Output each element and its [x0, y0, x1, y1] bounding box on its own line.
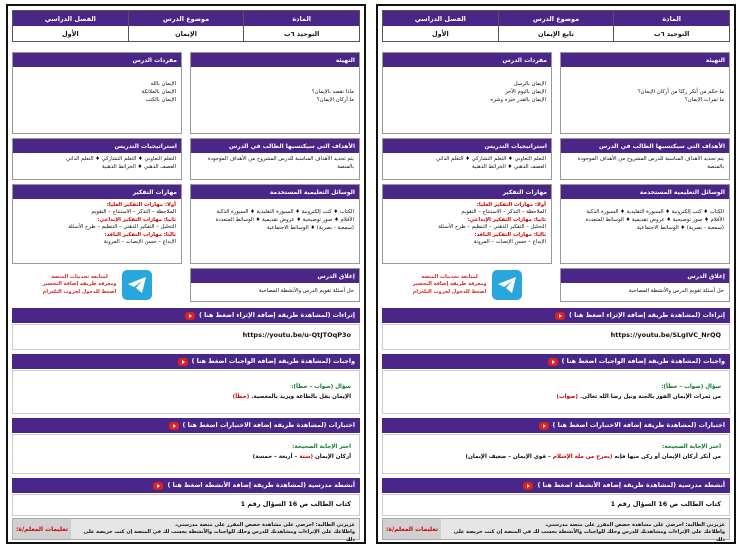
thinking-level-1: أولا: مهارات التفكير العليا: — [106, 202, 176, 208]
subject-cell — [613, 11, 729, 41]
youtube-icon[interactable] — [178, 358, 188, 366]
tests-header[interactable] — [382, 418, 730, 433]
youtube-icon[interactable] — [169, 422, 179, 430]
telegram-line: اضغط للدخول لجروب التلغرام — [42, 288, 117, 295]
activity-header[interactable] — [12, 478, 360, 493]
term-cell — [383, 11, 498, 41]
header-table — [382, 10, 730, 42]
vocab-box — [12, 52, 182, 134]
thinking-text-1: الملاحظة – التذكر – الاستنتاج – التقويم — [461, 209, 546, 216]
vocab-line: الإيمان باليوم الآخر — [505, 88, 546, 95]
notes-body — [71, 519, 359, 543]
notes-line: عزيزتي الطالبة: احرصي على مشاهدة حصص المقرر على منصة مدرستي، — [175, 522, 355, 528]
activity-text: كتاب الطالب ص 16 السؤال رقم 1 — [610, 500, 721, 508]
intro-line: ما أركان الإيمان؟ — [316, 96, 354, 103]
youtube-icon[interactable] — [539, 422, 549, 430]
strategies-box — [382, 138, 552, 180]
teacher-notes — [12, 518, 360, 543]
intro-box — [190, 52, 360, 134]
goals-title: الأهداف التي سيكتسبها الطالب في الدرس — [191, 139, 359, 153]
strategies-line: العصف الذهني ♦ الخرائط الذهنية — [472, 163, 546, 170]
telegram-line: لمتابعة تحديثات المنصة — [421, 273, 478, 280]
notes-line: واطلاعك على الإثراءات ومشاهدتك للدرس وحلك للواجبات والأنشطة يحسب لك في المنصة إن كنت حريصة على ذلك — [453, 529, 725, 543]
goals-box — [190, 138, 360, 180]
aids-line: الأقلام ♦ صور توضيحية ♦ عروض تقديمية ♦ الوسائط المتعددة — [215, 216, 354, 223]
vocab-line: الإيمان بالله — [150, 81, 176, 87]
topic-label: موضوع الدرس — [499, 11, 614, 26]
telegram-icon[interactable] — [122, 270, 152, 300]
vocab-line: الإيمان بالرسل — [513, 81, 546, 87]
notes-body — [441, 519, 729, 543]
subject-value: التوحيد ٦ب — [654, 29, 690, 38]
activity-title: أنشطة مدرسية (لمشاهدة طريقة إضافة الأنشطة اضغط هنا ) — [167, 482, 355, 489]
homework-answer: (خطأ) — [232, 393, 250, 400]
telegram-text[interactable] — [412, 274, 486, 297]
enrich-area — [382, 324, 730, 350]
vocab-title: مفردات الدرس — [383, 53, 551, 67]
term-value: الأول — [61, 29, 79, 38]
intro-line: ما ثمرات الإيمان؟ — [684, 96, 724, 103]
topic-value: تابع الإيمان — [538, 29, 574, 38]
vocab-line: الإيمان بالكتب — [145, 96, 176, 103]
homework-answer: (صواب) — [556, 393, 578, 400]
homework-question — [21, 393, 351, 403]
vocab-line: الإيمان بالقدر خيره وشره — [490, 96, 546, 103]
thinking-title: مهارات التفكير — [383, 185, 551, 199]
subject-value: التوحيد ٦ب — [284, 29, 320, 38]
vocab-box — [382, 52, 552, 134]
homework-header[interactable] — [12, 354, 360, 369]
intro-line: ما حكم من أنكر ركنًا من أركان الإيمان؟ — [637, 89, 724, 95]
homework-question-text: الإيمان يقل بالطاعة ويزيد بالمعصية. — [251, 393, 351, 400]
thinking-title: مهارات التفكير — [13, 185, 181, 199]
closing-text: حل أسئلة تقويم الدرس والأنشطة المصاحبة — [258, 288, 354, 294]
closing-title: إغلاق الدرس — [191, 269, 359, 283]
strategies-title: استراتيجيات التدريس — [383, 139, 551, 153]
goals-line: يتم تحديد الأهداف المناسبة للدرس المشروح من الأهداف الموجودة — [207, 156, 354, 162]
tests-answer: (ستة — [299, 453, 314, 460]
thinking-level-3: ثالثا: مهارات التفكير الناقد: — [474, 231, 546, 238]
intro-title: التهيئة — [561, 53, 729, 67]
goals-line: بالمنصة — [707, 163, 724, 170]
youtube-icon[interactable] — [555, 312, 565, 320]
tests-title: اختبارات (لمشاهدة طريقة إضافة الاختبارات اضغط هنا ) — [552, 422, 725, 429]
youtube-icon[interactable] — [523, 482, 533, 490]
tests-area — [12, 434, 360, 474]
aids-line: (سمعية - بصرية) ♦ الوسائط الاجتماعية — [636, 224, 724, 231]
thinking-box — [12, 184, 182, 264]
aids-line: الكتاب ♦ كتب إلكترونية ♦ السبورة التقليدية ♦ السبورة الذكية — [216, 209, 354, 215]
aids-line: الأقلام ♦ صور توضيحية ♦ عروض تقديمية ♦ الوسائط المتعددة — [585, 216, 724, 223]
thinking-text-3: الإبداع – حسن الإنصات – المرونة — [103, 239, 176, 246]
homework-question-text: من ثمرات الإيمان الفوز بالجنة ونيل رضا الله تعالى. — [579, 393, 721, 400]
thinking-level-2: ثانيا: مهارات التفكير الإبداعي: — [467, 216, 546, 223]
telegram-banner[interactable] — [382, 268, 552, 302]
aids-title: الوسائل التعليمية المستخدمة — [561, 185, 729, 199]
activity-header[interactable] — [382, 478, 730, 493]
tests-title: اختبارات (لمشاهدة طريقة إضافة الاختبارات اضغط هنا ) — [182, 422, 355, 429]
telegram-line: لمتابعة تحديثات المنصة — [51, 273, 108, 280]
notes-line: واطلاعك على الإثراءات ومشاهدتك للدرس وحلك للواجبات والأنشطة يحسب لك في المنصة إن كنت حريصة على ذلك — [83, 529, 355, 543]
teacher-notes — [382, 518, 730, 543]
thinking-text-1: الملاحظة – التذكر – الاستنتاج – التقويم — [91, 209, 176, 216]
telegram-icon[interactable] — [492, 270, 522, 300]
closing-box — [190, 268, 360, 302]
telegram-line: اضغط للدخول لجروب التلغرام — [412, 288, 487, 295]
strategies-title: استراتيجيات التدريس — [13, 139, 181, 153]
enrich-area — [12, 324, 360, 350]
homework-area — [382, 370, 730, 414]
thinking-text-2: التحليل – التفكير الذهني – التنظيم – طرح الأسئلة — [438, 224, 546, 231]
homework-question — [391, 393, 721, 403]
activity-title: أنشطة مدرسية (لمشاهدة طريقة إضافة الأنشطة اضغط هنا ) — [537, 482, 725, 489]
homework-area — [12, 370, 360, 414]
subject-label: المادة — [614, 11, 729, 26]
vocab-line: الإيمان بالملائكة — [141, 88, 176, 95]
term-cell — [13, 11, 128, 41]
thinking-box — [382, 184, 552, 264]
aids-line: (سمعية - بصرية) ♦ الوسائط الاجتماعية — [266, 224, 354, 231]
activity-area — [12, 494, 360, 516]
aids-title: الوسائل التعليمية المستخدمة — [191, 185, 359, 199]
goals-line: بالمنصة — [337, 163, 354, 170]
tests-header[interactable] — [12, 418, 360, 433]
topic-label: موضوع الدرس — [129, 11, 244, 26]
vocab-title: مفردات الدرس — [13, 53, 181, 67]
notes-label: تعليمات المعلم/ة: — [13, 519, 71, 539]
telegram-banner[interactable] — [12, 268, 182, 302]
thinking-level-1: أولا: مهارات التفكير العليا: — [476, 202, 546, 208]
subject-label: المادة — [244, 11, 359, 26]
youtube-icon[interactable] — [548, 358, 558, 366]
closing-text: حل أسئلة تقويم الدرس والأنشطة المصاحبة — [628, 288, 724, 294]
term-label: الفصل الدراسي — [383, 11, 498, 26]
aids-line: الكتاب ♦ كتب إلكترونية ♦ السبورة التقليدية ♦ السبورة الذكية — [586, 209, 724, 215]
homework-label: سؤال (صواب – خطأ): — [661, 384, 721, 390]
lesson-plan-page-right — [376, 4, 736, 544]
strategies-line: العصف الذهني ♦ الخرائط الذهنية — [102, 163, 176, 170]
term-label: الفصل الدراسي — [13, 11, 128, 26]
lesson-plan-page-left — [6, 4, 366, 544]
tests-question-text: من أنكر أركان الإيمان أو ركن منها فإنه — [614, 453, 721, 460]
tests-answer: (يخرج من ملة الإسلام — [552, 453, 613, 460]
notes-line: عزيزتي الطالبة: احرصي على مشاهدة حصص المقرر على منصة مدرستي، — [545, 522, 725, 528]
thinking-level-3: ثالثا: مهارات التفكير الناقد: — [104, 231, 176, 238]
enrich-title: إثراءات (لمشاهدة طريقة إضافة الإثراء اضغط هنا ) — [199, 312, 355, 319]
topic-cell — [128, 11, 244, 41]
activity-area — [382, 494, 730, 516]
topic-cell — [498, 11, 614, 41]
subject-cell — [243, 11, 359, 41]
topic-value: الإيمان — [175, 29, 197, 38]
tests-choices: – أربعة – خمسة) — [252, 453, 298, 460]
aids-box — [190, 184, 360, 264]
goals-box — [560, 138, 730, 180]
header-table — [12, 10, 360, 42]
tests-label: اختر الإجابة الصحيحة: — [662, 444, 721, 450]
enrich-header[interactable] — [382, 308, 730, 323]
intro-line: ماذا نقصد بالإيمان؟ — [311, 89, 354, 95]
telegram-text[interactable] — [42, 274, 116, 297]
tests-question-text: أركان الإيمان — [314, 453, 351, 460]
enrich-url[interactable]: https://youtu.be/SLgIVC_NrQQ — [610, 331, 721, 339]
notes-label: تعليمات المعلم/ة: — [383, 519, 441, 539]
aids-box — [560, 184, 730, 264]
tests-question — [21, 453, 351, 463]
telegram-line: ومعرفة طريقة إضافة التحضير — [412, 281, 487, 288]
telegram-line: ومعرفة طريقة إضافة التحضير — [42, 281, 117, 288]
youtube-icon[interactable] — [185, 312, 195, 320]
tests-area — [382, 434, 730, 474]
thinking-text-3: الإبداع – حسن الإنصات – المرونة — [473, 239, 546, 246]
enrich-header[interactable] — [12, 308, 360, 323]
tests-label: اختر الإجابة الصحيحة: — [292, 444, 351, 450]
homework-label: سؤال (صواب – خطأ): — [291, 384, 351, 390]
intro-title: التهيئة — [191, 53, 359, 67]
closing-title: إغلاق الدرس — [561, 269, 729, 283]
activity-text: كتاب الطالب ص 16 السؤال رقم 1 — [240, 500, 351, 508]
homework-header[interactable] — [382, 354, 730, 369]
enrich-url[interactable]: https://youtu.be/u-QtJTOqP3o — [242, 331, 351, 339]
thinking-level-2: ثانيا: مهارات التفكير الإبداعي: — [97, 216, 176, 223]
intro-box — [560, 52, 730, 134]
youtube-icon[interactable] — [153, 482, 163, 490]
strategies-line: التعلم التعاوني ♦ التعلم التشاركي ♦ التعلم الذاتي — [436, 156, 546, 162]
tests-question — [391, 453, 721, 463]
strategies-line: التعلم التعاوني ♦ التعلم التشاركي ♦ التعلم الذاتي — [66, 156, 176, 162]
goals-title: الأهداف التي سيكتسبها الطالب في الدرس — [561, 139, 729, 153]
goals-line: يتم تحديد الأهداف المناسبة للدرس المشروح من الأهداف الموجودة — [577, 156, 724, 162]
thinking-text-2: التحليل – التفكير الذهني – التنظيم – طرح الأسئلة — [68, 224, 176, 231]
tests-choices: – قوي الإيمان – ضعيف الإيمان) — [465, 453, 551, 460]
homework-title: واجبات (لمشاهدة طريقة إضافة الواجبات اضغط هنا ) — [561, 358, 725, 365]
closing-box — [560, 268, 730, 302]
enrich-title: إثراءات (لمشاهدة طريقة إضافة الإثراء اضغط هنا ) — [569, 312, 725, 319]
homework-title: واجبات (لمشاهدة طريقة إضافة الواجبات اضغط هنا ) — [191, 358, 355, 365]
strategies-box — [12, 138, 182, 180]
term-value: الأول — [431, 29, 449, 38]
